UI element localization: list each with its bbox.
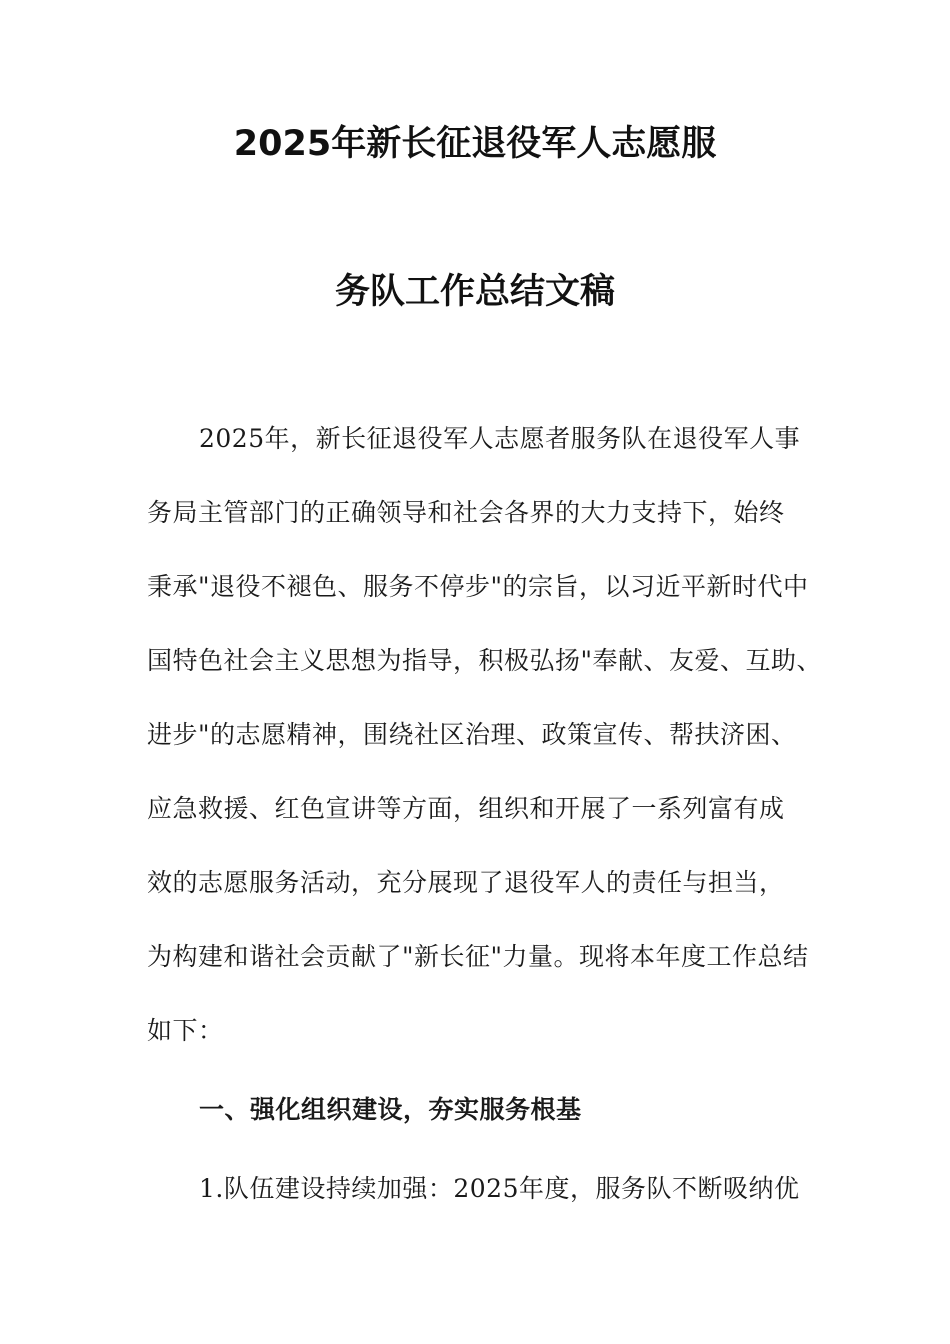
document-title-line-1: 2025年新长征退役军人志愿服 <box>233 124 717 164</box>
intro-line: 如下： <box>147 1016 224 1045</box>
document-title-line-2: 务队工作总结文稿 <box>334 272 615 312</box>
intro-line: 为构建和谐社会贡献了"新长征"力量。现将本年度工作总结 <box>147 942 809 971</box>
intro-line: 应急救援、红色宣讲等方面，组织和开展了一系列富有成 <box>147 794 785 823</box>
intro-line: 国特色社会主义思想为指导，积极弘扬"奉献、友爱、互助、 <box>147 646 823 675</box>
section-heading: 一、强化组织建设，夯实服务根基 <box>199 1095 582 1124</box>
intro-line: 务局主管部门的正确领导和社会各界的大力支持下，始终 <box>147 498 785 527</box>
intro-line: 秉承"退役不褪色、服务不停步"的宗旨，以习近平新时代中 <box>147 572 809 601</box>
intro-line: 进步"的志愿精神，围绕社区治理、政策宣传、帮扶济困、 <box>147 720 797 749</box>
intro-line: 效的志愿服务活动，充分展现了退役军人的责任与担当， <box>147 868 785 897</box>
paragraph-line: 1.队伍建设持续加强：2025年度，服务队不断吸纳优 <box>199 1174 800 1203</box>
intro-line: 2025年，新长征退役军人志愿者服务队在退役军人事 <box>199 424 801 453</box>
